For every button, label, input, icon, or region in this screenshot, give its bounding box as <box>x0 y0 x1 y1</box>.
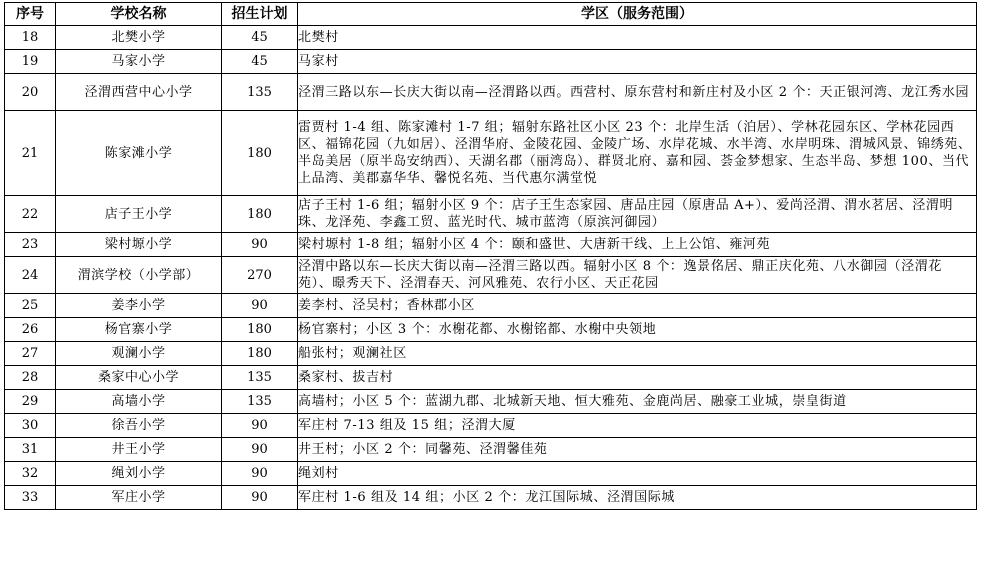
row-school: 井王小学 <box>56 438 222 462</box>
row-school: 观澜小学 <box>56 342 222 366</box>
table-row <box>5 462 977 486</box>
row-school: 高墙小学 <box>56 390 222 414</box>
row-area: 泾渭三路以东—长庆大街以南—泾渭路以西。西营村、原东营村和新庄村及小区 2 个：天正银河湾、龙江秀水园 <box>298 74 977 111</box>
row-plan: 135 <box>222 366 298 390</box>
row-plan: 135 <box>222 390 298 414</box>
row-area: 高墙村；小区 5 个：蓝湖九郡、北城新天地、恒大雅苑、金鹿尚居、融豪工业城，崇皇街道 <box>298 390 977 414</box>
row-area: 船张村；观澜社区 <box>298 342 977 366</box>
row-num: 22 <box>5 196 56 233</box>
table-row <box>5 26 977 50</box>
row-plan: 45 <box>222 26 298 50</box>
row-area: 井王村；小区 2 个：同馨苑、泾渭馨佳苑 <box>298 438 977 462</box>
row-area: 马家村 <box>298 50 977 74</box>
row-num: 28 <box>5 366 56 390</box>
row-plan: 180 <box>222 318 298 342</box>
row-school: 北樊小学 <box>56 26 222 50</box>
row-area: 店子王村 1-6 组；辐射小区 9 个：店子王生态家园、唐品庄园（原唐品 A+）、爱尚泾渭、渭水茗居、泾渭明珠、龙泽苑、李鑫工贸、蓝光时代、城市蓝湾（原滨河御园） <box>298 196 977 233</box>
header-plan: 招生计划 <box>222 3 298 26</box>
row-school: 桑家中心小学 <box>56 366 222 390</box>
row-area: 绳刘村 <box>298 462 977 486</box>
row-plan: 270 <box>222 257 298 294</box>
row-num: 25 <box>5 294 56 318</box>
row-num: 26 <box>5 318 56 342</box>
table-row <box>5 342 977 366</box>
header-num: 序号 <box>5 3 56 26</box>
row-plan: 180 <box>222 342 298 366</box>
row-plan: 135 <box>222 74 298 111</box>
row-num: 20 <box>5 74 56 111</box>
table-row <box>5 196 977 233</box>
row-plan: 90 <box>222 462 298 486</box>
table-row <box>5 294 977 318</box>
row-area: 雷贾村 1-4 组、陈家滩村 1-7 组；辐射东路社区小区 23 个：北岸生活（泊居）、学林花园东区、学林花园西区、福锦花园（九如居）、泾渭华府、金陵花园、金陵广场、水岸花城、水半湾、水岸明珠、渭城风景、锦绣苑、半岛美居（原半岛安纳西）、天湖名郡（丽湾岛）、群贤北府、嘉和园、荟金梦想家、生态半岛、梦想 100、当代上品湾、美郡嘉华华、馨悦名苑、当代惠尔满堂悦 <box>298 111 977 196</box>
row-num: 29 <box>5 390 56 414</box>
table-row <box>5 257 977 294</box>
row-plan: 45 <box>222 50 298 74</box>
table-row <box>5 111 977 196</box>
table-row <box>5 318 977 342</box>
row-plan: 90 <box>222 233 298 257</box>
row-num: 30 <box>5 414 56 438</box>
enrollment-table <box>4 2 977 510</box>
row-school: 绳刘小学 <box>56 462 222 486</box>
row-num: 18 <box>5 26 56 50</box>
row-school: 梁村塬小学 <box>56 233 222 257</box>
row-school: 店子王小学 <box>56 196 222 233</box>
header-area: 学区（服务范围） <box>298 3 977 26</box>
row-area: 军庄村 7-13 组及 15 组；泾渭大厦 <box>298 414 977 438</box>
table-row <box>5 438 977 462</box>
row-num: 19 <box>5 50 56 74</box>
table-row <box>5 390 977 414</box>
table-row <box>5 233 977 257</box>
row-plan: 90 <box>222 486 298 510</box>
table-row <box>5 414 977 438</box>
row-plan: 90 <box>222 438 298 462</box>
row-school: 姜李小学 <box>56 294 222 318</box>
header-row <box>5 3 977 26</box>
row-num: 27 <box>5 342 56 366</box>
row-area: 杨官寨村；小区 3 个：水榭花都、水榭铭都、水榭中央领地 <box>298 318 977 342</box>
row-school: 军庄小学 <box>56 486 222 510</box>
row-plan: 90 <box>222 414 298 438</box>
table-row <box>5 50 977 74</box>
row-school: 徐吾小学 <box>56 414 222 438</box>
row-num: 31 <box>5 438 56 462</box>
table-row <box>5 74 977 111</box>
row-area: 桑家村、拔吉村 <box>298 366 977 390</box>
row-school: 陈家滩小学 <box>56 111 222 196</box>
row-area: 泾渭中路以东—长庆大街以南—泾渭三路以西。辐射小区 8 个：逸景佲居、鼎正庆化苑、八水御园（泾渭花苑）、暻秀天下、泾渭春天、河风雅苑、农行小区、天正花园 <box>298 257 977 294</box>
row-num: 32 <box>5 462 56 486</box>
row-num: 21 <box>5 111 56 196</box>
row-area: 姜李村、泾吴村；香林郡小区 <box>298 294 977 318</box>
row-area: 北樊村 <box>298 26 977 50</box>
row-school: 渭滨学校（小学部） <box>56 257 222 294</box>
row-plan: 90 <box>222 294 298 318</box>
header-school: 学校名称 <box>56 3 222 26</box>
row-school: 马家小学 <box>56 50 222 74</box>
row-num: 33 <box>5 486 56 510</box>
row-school: 杨官寨小学 <box>56 318 222 342</box>
row-school: 泾渭西营中心小学 <box>56 74 222 111</box>
row-area: 梁村塬村 1-8 组；辐射小区 4 个：颐和盛世、大唐新干线、上上公馆、雍河苑 <box>298 233 977 257</box>
row-area: 军庄村 1-6 组及 14 组；小区 2 个：龙江国际城、泾渭国际城 <box>298 486 977 510</box>
row-num: 24 <box>5 257 56 294</box>
row-plan: 180 <box>222 196 298 233</box>
row-num: 23 <box>5 233 56 257</box>
table-row <box>5 366 977 390</box>
row-plan: 180 <box>222 111 298 196</box>
table-row <box>5 486 977 510</box>
